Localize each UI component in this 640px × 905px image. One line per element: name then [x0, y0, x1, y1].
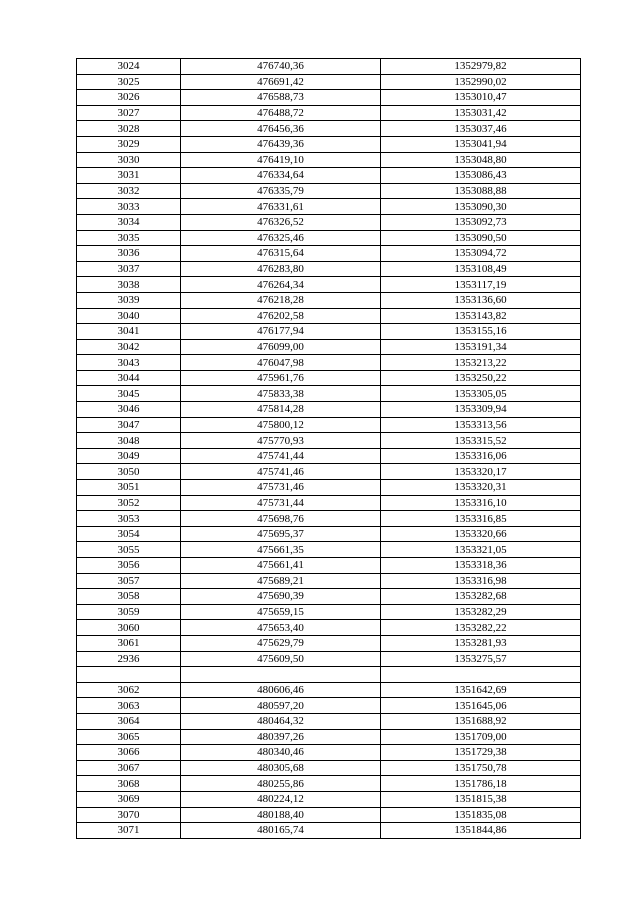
table-row	[77, 807, 581, 823]
x-coordinate-cell: 480597,20	[181, 698, 381, 714]
table-row	[77, 308, 581, 324]
table-row	[77, 558, 581, 574]
x-coordinate-cell: 480464,32	[181, 713, 381, 729]
x-coordinate-cell: 475661,35	[181, 542, 381, 558]
point-number-cell: 3063	[77, 698, 181, 714]
point-number-cell: 3050	[77, 464, 181, 480]
x-coordinate-cell: 475609,50	[181, 651, 381, 667]
x-coordinate-cell: 480606,46	[181, 682, 381, 698]
table-row	[77, 121, 581, 137]
y-coordinate-cell: 1353191,34	[381, 339, 581, 355]
x-coordinate-cell: 476331,61	[181, 199, 381, 215]
x-coordinate-cell: 475731,44	[181, 495, 381, 511]
x-coordinate-cell: 475833,38	[181, 386, 381, 402]
y-coordinate-cell: 1351815,38	[381, 791, 581, 807]
x-coordinate-cell: 475961,76	[181, 370, 381, 386]
y-coordinate-cell: 1353282,22	[381, 620, 581, 636]
y-coordinate-cell: 1353136,60	[381, 292, 581, 308]
x-coordinate-cell: 480224,12	[181, 791, 381, 807]
y-coordinate-cell: 1353281,93	[381, 635, 581, 651]
x-coordinate-cell: 475689,21	[181, 573, 381, 589]
x-coordinate-cell: 476325,46	[181, 230, 381, 246]
table-row	[77, 230, 581, 246]
point-number-cell: 3058	[77, 589, 181, 605]
y-coordinate-cell: 1353315,52	[381, 433, 581, 449]
table-row	[77, 199, 581, 215]
y-coordinate-cell: 1351729,38	[381, 745, 581, 761]
x-coordinate-cell: 476177,94	[181, 324, 381, 340]
y-coordinate-cell: 1351750,78	[381, 760, 581, 776]
x-coordinate-cell: 475690,39	[181, 589, 381, 605]
point-number-cell: 3070	[77, 807, 181, 823]
x-coordinate-cell: 476315,64	[181, 246, 381, 262]
x-coordinate-cell	[181, 667, 381, 683]
point-number-cell	[77, 667, 181, 683]
point-number-cell: 3057	[77, 573, 181, 589]
point-number-cell: 3031	[77, 168, 181, 184]
point-number-cell: 3067	[77, 760, 181, 776]
point-number-cell: 3059	[77, 604, 181, 620]
x-coordinate-cell: 475653,40	[181, 620, 381, 636]
x-coordinate-cell: 476691,42	[181, 74, 381, 90]
table-row	[77, 136, 581, 152]
table-row	[77, 402, 581, 418]
point-number-cell: 3061	[77, 635, 181, 651]
point-number-cell: 3052	[77, 495, 181, 511]
point-number-cell: 3033	[77, 199, 181, 215]
point-number-cell: 3041	[77, 324, 181, 340]
y-coordinate-cell: 1351844,86	[381, 823, 581, 839]
point-number-cell: 3045	[77, 386, 181, 402]
x-coordinate-cell: 476202,58	[181, 308, 381, 324]
y-coordinate-cell: 1353088,88	[381, 183, 581, 199]
table-row	[77, 760, 581, 776]
point-number-cell: 3024	[77, 59, 181, 75]
x-coordinate-cell: 476099,00	[181, 339, 381, 355]
point-number-cell: 3026	[77, 90, 181, 106]
coordinates-table	[76, 58, 581, 839]
point-number-cell: 3028	[77, 121, 181, 137]
table-row	[77, 90, 581, 106]
y-coordinate-cell: 1353048,80	[381, 152, 581, 168]
point-number-cell: 3029	[77, 136, 181, 152]
table-row	[77, 542, 581, 558]
x-coordinate-cell: 476264,34	[181, 277, 381, 293]
y-coordinate-cell: 1353213,22	[381, 355, 581, 371]
x-coordinate-cell: 476326,52	[181, 214, 381, 230]
x-coordinate-cell: 480305,68	[181, 760, 381, 776]
x-coordinate-cell: 476283,80	[181, 261, 381, 277]
y-coordinate-cell: 1353318,36	[381, 558, 581, 574]
y-coordinate-cell: 1353282,68	[381, 589, 581, 605]
table-row	[77, 214, 581, 230]
table-row	[77, 355, 581, 371]
point-number-cell: 3037	[77, 261, 181, 277]
point-number-cell: 3068	[77, 776, 181, 792]
table-row	[77, 246, 581, 262]
x-coordinate-cell: 476218,28	[181, 292, 381, 308]
y-coordinate-cell: 1352990,02	[381, 74, 581, 90]
point-number-cell: 3047	[77, 417, 181, 433]
x-coordinate-cell: 475741,46	[181, 464, 381, 480]
y-coordinate-cell: 1351786,18	[381, 776, 581, 792]
point-number-cell: 2936	[77, 651, 181, 667]
table-row	[77, 667, 581, 683]
table-row	[77, 417, 581, 433]
table-row	[77, 168, 581, 184]
table-row	[77, 604, 581, 620]
y-coordinate-cell: 1353282,29	[381, 604, 581, 620]
x-coordinate-cell: 480255,86	[181, 776, 381, 792]
y-coordinate-cell: 1353316,98	[381, 573, 581, 589]
y-coordinate-cell: 1351688,92	[381, 713, 581, 729]
y-coordinate-cell: 1353313,56	[381, 417, 581, 433]
y-coordinate-cell: 1353090,30	[381, 199, 581, 215]
y-coordinate-cell: 1353086,43	[381, 168, 581, 184]
y-coordinate-cell: 1353031,42	[381, 105, 581, 121]
y-coordinate-cell: 1353275,57	[381, 651, 581, 667]
y-coordinate-cell: 1351642,69	[381, 682, 581, 698]
point-number-cell: 3049	[77, 448, 181, 464]
y-coordinate-cell: 1353037,46	[381, 121, 581, 137]
table-row	[77, 464, 581, 480]
x-coordinate-cell: 475629,79	[181, 635, 381, 651]
table-row	[77, 370, 581, 386]
y-coordinate-cell: 1353092,73	[381, 214, 581, 230]
table-row	[77, 261, 581, 277]
x-coordinate-cell: 475661,41	[181, 558, 381, 574]
point-number-cell: 3034	[77, 214, 181, 230]
x-coordinate-cell: 476334,64	[181, 168, 381, 184]
y-coordinate-cell: 1353041,94	[381, 136, 581, 152]
x-coordinate-cell: 475659,15	[181, 604, 381, 620]
point-number-cell: 3060	[77, 620, 181, 636]
x-coordinate-cell: 476439,36	[181, 136, 381, 152]
table-row	[77, 74, 581, 90]
table-row	[77, 183, 581, 199]
table-row	[77, 448, 581, 464]
table-row	[77, 620, 581, 636]
point-number-cell: 3062	[77, 682, 181, 698]
point-number-cell: 3036	[77, 246, 181, 262]
x-coordinate-cell: 476488,72	[181, 105, 381, 121]
point-number-cell: 3025	[77, 74, 181, 90]
point-number-cell: 3066	[77, 745, 181, 761]
y-coordinate-cell: 1353320,66	[381, 526, 581, 542]
y-coordinate-cell: 1353321,05	[381, 542, 581, 558]
y-coordinate-cell: 1353010,47	[381, 90, 581, 106]
table-row	[77, 511, 581, 527]
point-number-cell: 3055	[77, 542, 181, 558]
table-row	[77, 729, 581, 745]
table-row	[77, 152, 581, 168]
y-coordinate-cell: 1353320,31	[381, 480, 581, 496]
point-number-cell: 3040	[77, 308, 181, 324]
table-row	[77, 526, 581, 542]
table-row	[77, 433, 581, 449]
point-number-cell: 3069	[77, 791, 181, 807]
point-number-cell: 3046	[77, 402, 181, 418]
table-row	[77, 495, 581, 511]
point-number-cell: 3064	[77, 713, 181, 729]
point-number-cell: 3051	[77, 480, 181, 496]
x-coordinate-cell: 476740,36	[181, 59, 381, 75]
table-row	[77, 277, 581, 293]
table-row	[77, 713, 581, 729]
x-coordinate-cell: 476588,73	[181, 90, 381, 106]
table-row	[77, 776, 581, 792]
point-number-cell: 3071	[77, 823, 181, 839]
x-coordinate-cell: 480165,74	[181, 823, 381, 839]
table-row	[77, 480, 581, 496]
point-number-cell: 3044	[77, 370, 181, 386]
point-number-cell: 3042	[77, 339, 181, 355]
point-number-cell: 3027	[77, 105, 181, 121]
y-coordinate-cell: 1353094,72	[381, 246, 581, 262]
point-number-cell: 3054	[77, 526, 181, 542]
y-coordinate-cell: 1353108,49	[381, 261, 581, 277]
coordinates-table-body	[77, 59, 581, 839]
point-number-cell: 3056	[77, 558, 181, 574]
point-number-cell: 3065	[77, 729, 181, 745]
point-number-cell: 3038	[77, 277, 181, 293]
x-coordinate-cell: 475741,44	[181, 448, 381, 464]
x-coordinate-cell: 476047,98	[181, 355, 381, 371]
table-row	[77, 745, 581, 761]
x-coordinate-cell: 475731,46	[181, 480, 381, 496]
table-row	[77, 386, 581, 402]
y-coordinate-cell: 1353143,82	[381, 308, 581, 324]
table-row	[77, 324, 581, 340]
point-number-cell: 3043	[77, 355, 181, 371]
y-coordinate-cell: 1353309,94	[381, 402, 581, 418]
y-coordinate-cell: 1351835,08	[381, 807, 581, 823]
point-number-cell: 3030	[77, 152, 181, 168]
table-row	[77, 651, 581, 667]
table-row	[77, 292, 581, 308]
point-number-cell: 3032	[77, 183, 181, 199]
y-coordinate-cell: 1352979,82	[381, 59, 581, 75]
table-row	[77, 682, 581, 698]
point-number-cell: 3035	[77, 230, 181, 246]
point-number-cell: 3053	[77, 511, 181, 527]
y-coordinate-cell: 1353316,85	[381, 511, 581, 527]
table-row	[77, 105, 581, 121]
table-row	[77, 823, 581, 839]
y-coordinate-cell: 1353320,17	[381, 464, 581, 480]
table-row	[77, 635, 581, 651]
table-row	[77, 59, 581, 75]
y-coordinate-cell: 1353090,50	[381, 230, 581, 246]
x-coordinate-cell: 475800,12	[181, 417, 381, 433]
x-coordinate-cell: 475814,28	[181, 402, 381, 418]
y-coordinate-cell: 1353250,22	[381, 370, 581, 386]
table-row	[77, 698, 581, 714]
y-coordinate-cell: 1351709,00	[381, 729, 581, 745]
table-row	[77, 791, 581, 807]
x-coordinate-cell: 476456,36	[181, 121, 381, 137]
table-row	[77, 573, 581, 589]
x-coordinate-cell: 480340,46	[181, 745, 381, 761]
x-coordinate-cell: 480397,26	[181, 729, 381, 745]
y-coordinate-cell: 1353316,10	[381, 495, 581, 511]
y-coordinate-cell: 1351645,06	[381, 698, 581, 714]
x-coordinate-cell: 475698,76	[181, 511, 381, 527]
x-coordinate-cell: 476419,10	[181, 152, 381, 168]
x-coordinate-cell: 475770,93	[181, 433, 381, 449]
point-number-cell: 3039	[77, 292, 181, 308]
y-coordinate-cell: 1353117,19	[381, 277, 581, 293]
x-coordinate-cell: 476335,79	[181, 183, 381, 199]
y-coordinate-cell: 1353155,16	[381, 324, 581, 340]
y-coordinate-cell	[381, 667, 581, 683]
table-row	[77, 589, 581, 605]
table-row	[77, 339, 581, 355]
point-number-cell: 3048	[77, 433, 181, 449]
x-coordinate-cell: 480188,40	[181, 807, 381, 823]
x-coordinate-cell: 475695,37	[181, 526, 381, 542]
y-coordinate-cell: 1353305,05	[381, 386, 581, 402]
y-coordinate-cell: 1353316,06	[381, 448, 581, 464]
